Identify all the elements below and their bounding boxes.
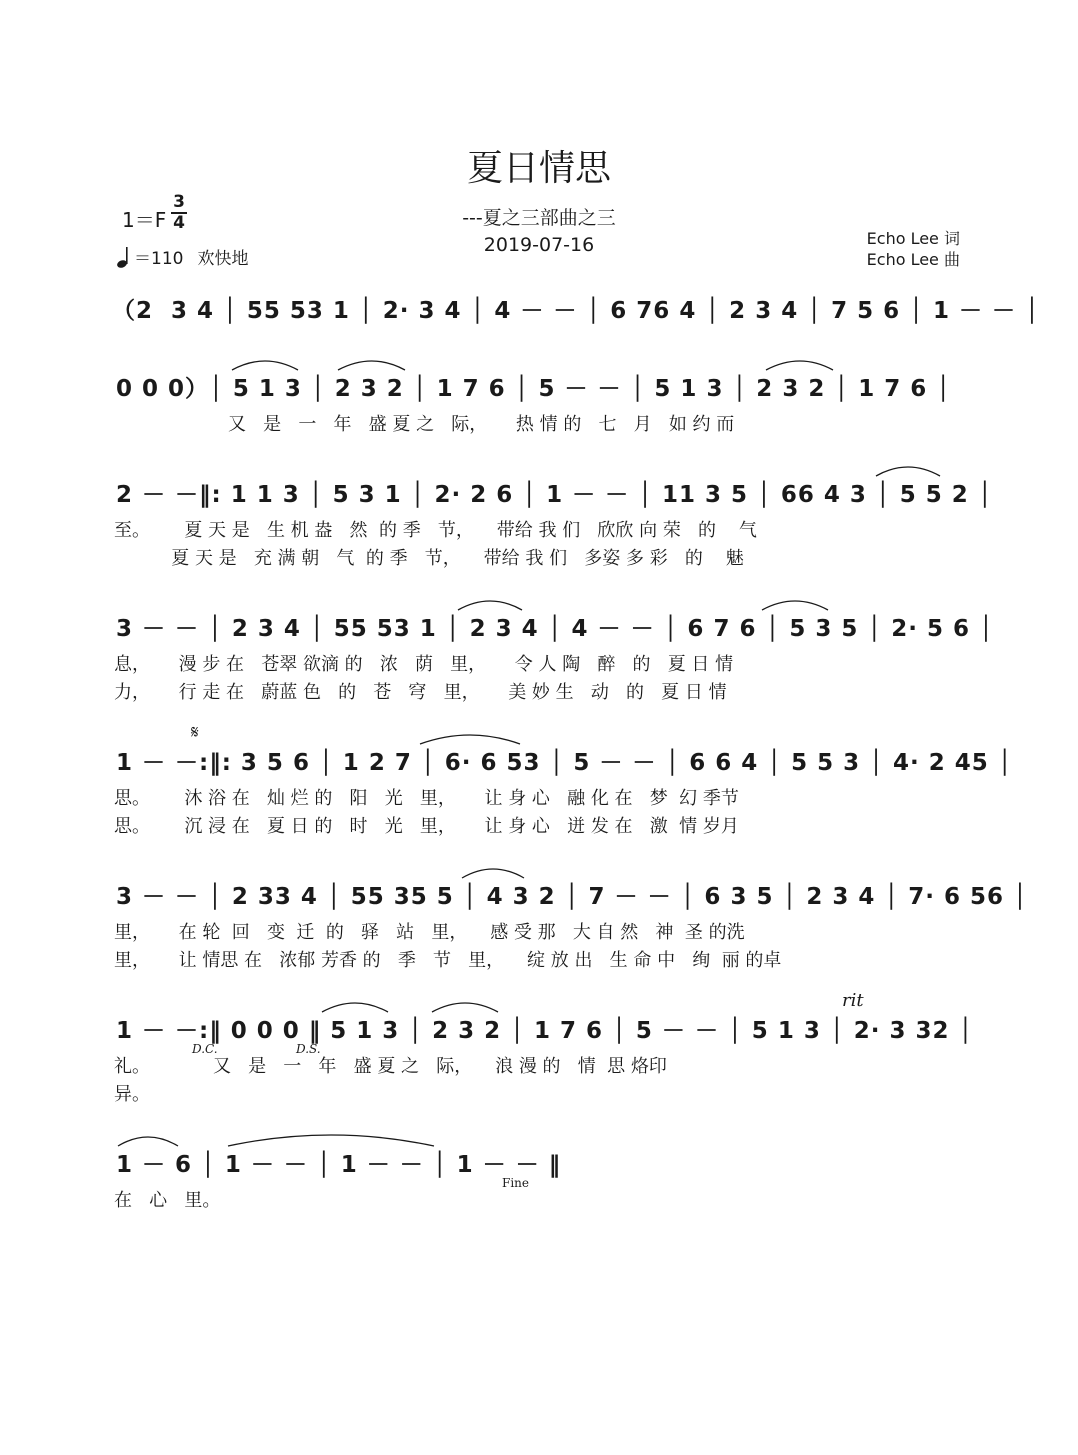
lyrics-line-3-verse-2: 夏 天 是 充 满 朝 气 的 季 节， 带给 我 们 多姿 多 彩 的 魅 — [114, 548, 744, 569]
lyrics-line-5-verse-2: 思。 沉 浸 在 夏 日 的 时 光 里， 让 身 心 迸 发 在 激 情 岁月 — [114, 816, 739, 837]
lyrics-line-5-verse-1: 思。 沐 浴 在 灿 烂 的 阳 光 里， 让 身 心 融 化 在 梦 幻 季节 — [114, 788, 739, 809]
lyrics-line-4-verse-2: 力， 行 走 在 蔚蓝 色 的 苍 穹 里， 美 妙 生 动 的 夏 日 情 — [114, 682, 727, 703]
ritardando-mark: rit — [842, 990, 864, 1011]
tempo-mood: 欢快地 — [197, 249, 249, 269]
song-date: 2019-07-16 — [483, 234, 595, 256]
ds-mark: D.S. — [296, 1042, 321, 1056]
lyrics-line-6-verse-2: 里， 让 情思 在 浓郁 芳香 的 季 节 里， 绽 放 出 生 命 中 绚 丽 的卓 — [114, 950, 782, 971]
notation-line-6: 3 － － │ 2 33 4 │ 55 35 5 │ 4 3 2 │ 7 － － │ 6 3 5 │ 2 3 4 │ 7· 6 56 │ — [116, 884, 1028, 910]
slur — [432, 1003, 498, 1012]
dc-mark: D.C. — [192, 1042, 218, 1056]
lyrics-line-6-verse-1: 里， 在 轮 回 变 迁 的 驿 站 里， 感 受 那 大 自 然 神 圣 的洗 — [114, 922, 745, 943]
time-signature-top: 3 — [173, 192, 185, 212]
slur — [232, 361, 298, 370]
lyrics-line-7-verse-2: 异。 — [114, 1084, 150, 1105]
slur — [876, 467, 940, 476]
lyrics-line-3-verse-1: 至。 夏 天 是 生 机 盎 然 的 季 节， 带给 我 们 欣欣 向 荣 的 气 — [114, 520, 757, 541]
tempo-value: ＝110 — [134, 249, 184, 269]
lyrics-line-8-verse-1: 在 心 里。 — [114, 1190, 221, 1211]
segno-sign: 𝄋 — [191, 722, 199, 743]
notation-line-4: 3 － － │ 2 3 4 │ 55 53 1 │ 2 3 4 │ 4 － － │ 6 7 6 │ 5 3 5 │ 2· 5 6 │ — [116, 616, 994, 642]
notation-line-2: 0 0 0）│ 5 1 3 │ 2 3 2 │ 1 7 6 │ 5 － － │ 5 1 3 │ 2 3 2 │ 1 7 6 │ — [116, 376, 952, 402]
slur — [462, 869, 524, 878]
slur — [762, 601, 828, 610]
slur — [228, 1135, 434, 1146]
song-subtitle: ---夏之三部曲之三 — [462, 207, 616, 229]
lyrics-line-7-verse-1: 礼。 又 是 一 年 盛 夏 之 际， 浪 漫 的 情 思 烙印 — [114, 1056, 667, 1077]
slur — [766, 361, 833, 370]
notation-line-5: 1 － －:‖: 3 5 6 │ 1 2 7 │ 6· 6 53 │ 5 － － │ 6 6 4 │ 5 5 3 │ 4· 2 45 │ — [116, 750, 1013, 776]
composer-credit: Echo Lee 曲 — [866, 250, 960, 269]
key-signature: 1＝F — [122, 208, 167, 232]
slur — [338, 361, 405, 370]
notation-line-1: （2 3 4 │ 55 53 1 │ 2· 3 4 │ 4 － － │ 6 76 4 │ 2 3 4 │ 7 5 6 │ 1 － － │ — [112, 298, 1040, 324]
slur — [118, 1137, 178, 1146]
fine-mark: Fine — [502, 1176, 529, 1190]
notation-line-8: 1 － 6 │ 1 － － │ 1 － － │ 1 － － ‖ — [116, 1152, 562, 1178]
slur — [322, 1003, 388, 1012]
notation-line-3: 2 － －‖: 1 1 3 │ 5 3 1 │ 2· 2 6 │ 1 － － │ 11 3 5 │ 66 4 3 │ 5 5 2 │ — [116, 482, 993, 508]
lyricist-credit: Echo Lee 词 — [866, 229, 960, 248]
lyrics-line-2-verse-1: 又 是 一 年 盛 夏 之 际， 热 情 的 七 月 如 约 而 — [228, 414, 735, 435]
time-signature-bottom: 4 — [173, 213, 185, 233]
lyrics-line-4-verse-1: 息， 漫 步 在 苍翠 欲滴 的 浓 荫 里， 令 人 陶 醉 的 夏 日 情 — [114, 654, 734, 675]
song-title: 夏日情思 — [466, 148, 611, 189]
slur — [458, 601, 522, 610]
slur — [420, 735, 520, 744]
notation-line-7: 1 － －:‖ 0 0 0 ‖ 5 1 3 │ 2 3 2 │ 1 7 6 │ 5 － － │ 5 1 3 │ 2· 3 32 │ — [116, 1018, 974, 1044]
